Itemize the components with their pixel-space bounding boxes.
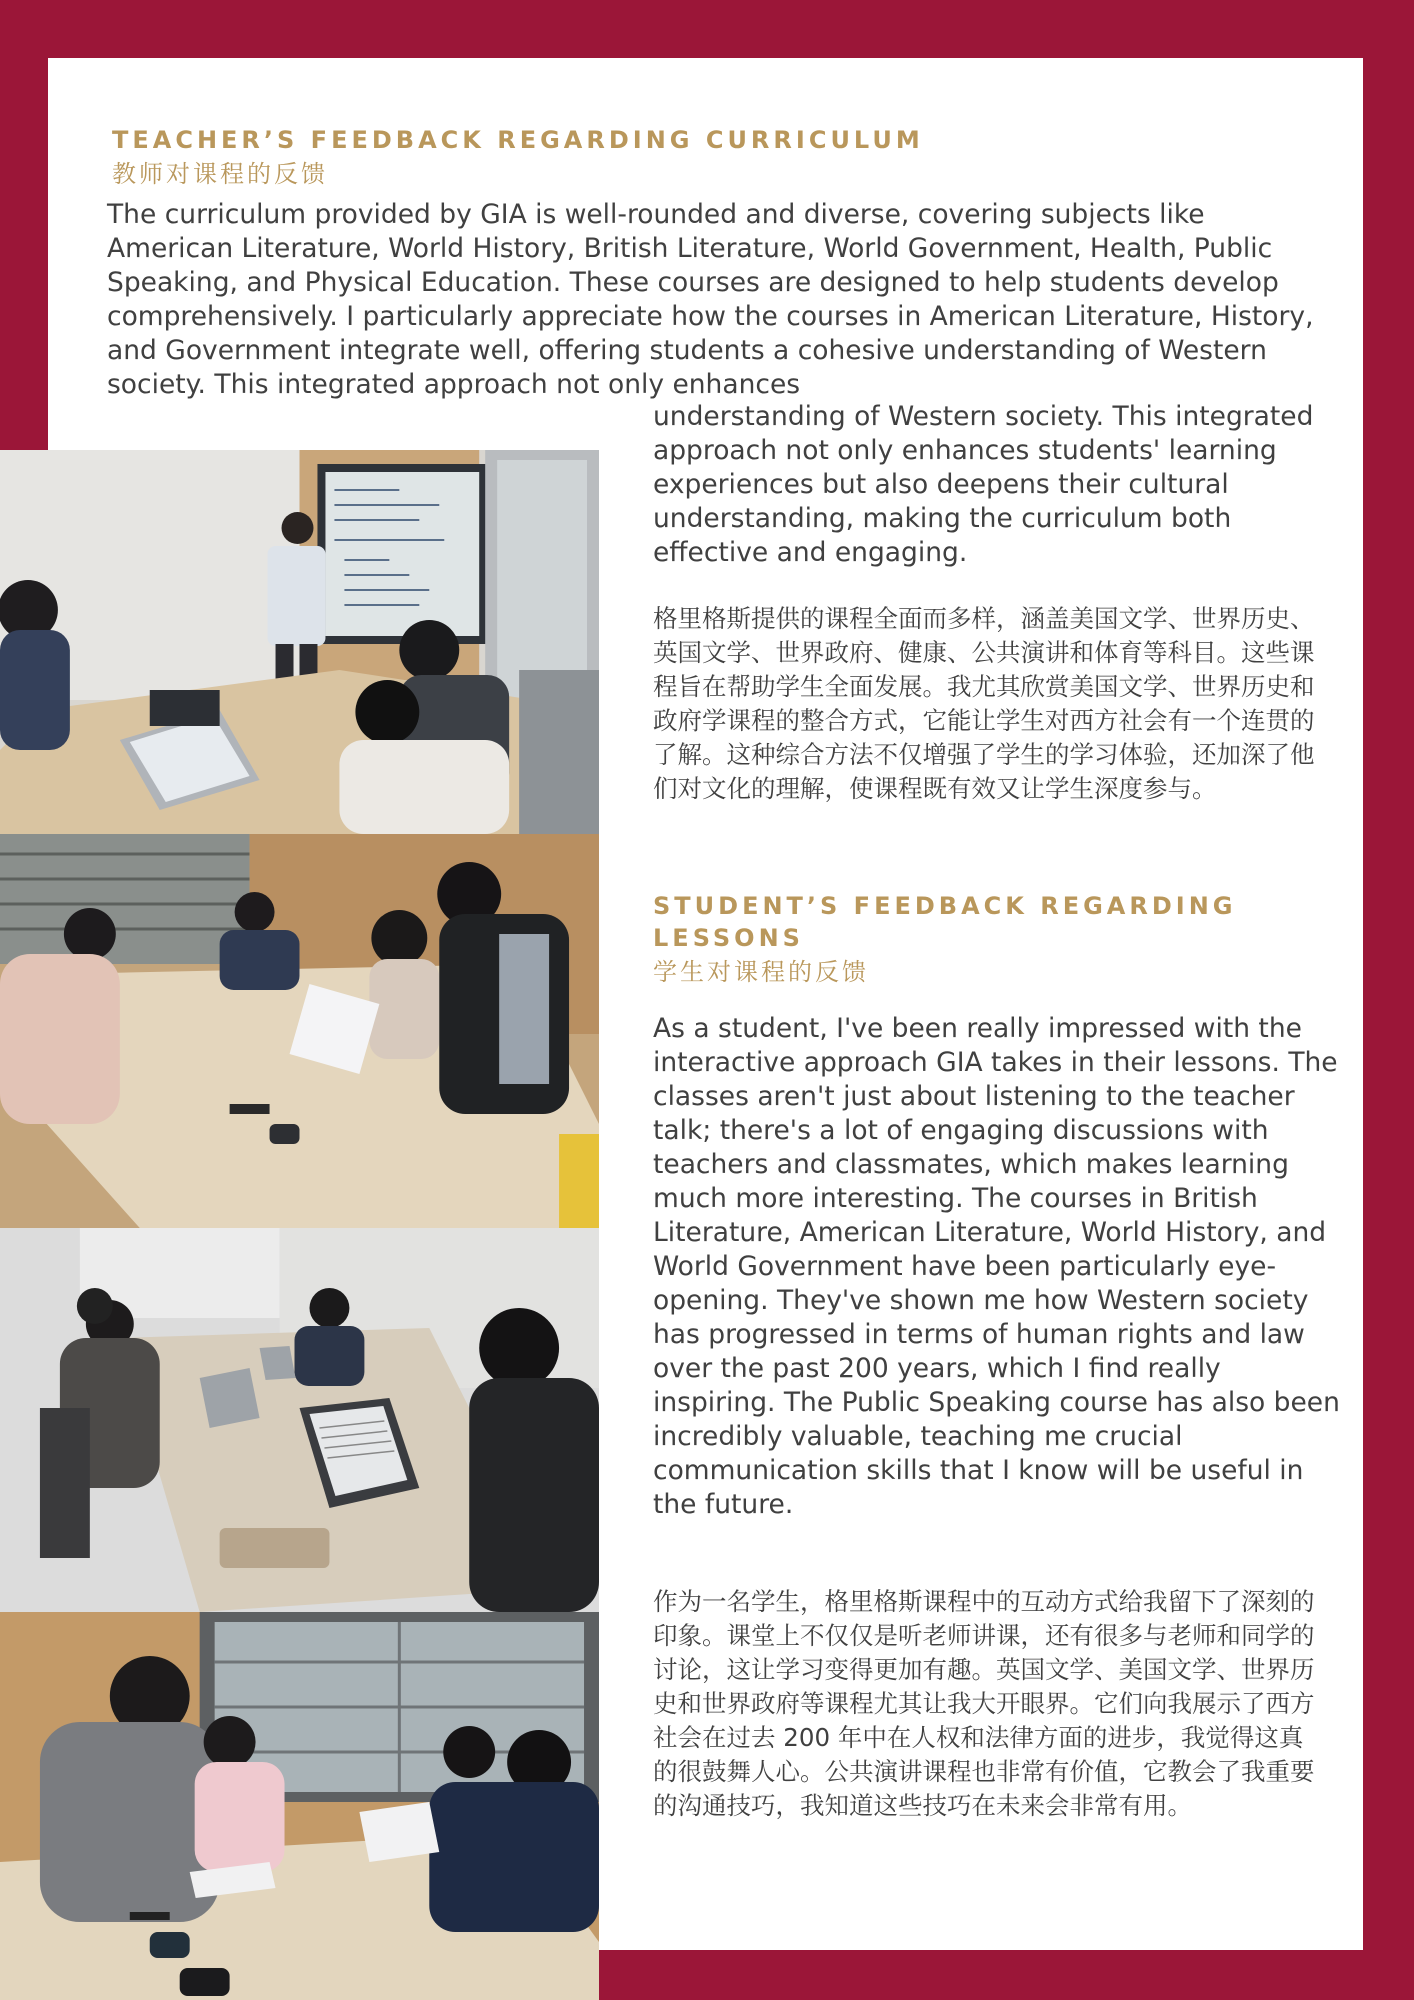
classroom-photo-reading — [0, 1612, 599, 2000]
student-feedback-title: STUDENT’S FEEDBACK REGARDING LESSONS — [653, 892, 1237, 952]
student-feedback-paragraph-zh: 作为一名学生，格里格斯课程中的互动方式给我留下了深刻的印象。课堂上不仅仅是听老师讲课，还有很多与老师和同学的讨论，这让学习变得更加有趣。英国文学、美国文学、世界历史和世界政府等课程尤其让我大开眼界。它们向我展示了西方社会在过去 200 年中在人权和法律方面的进步，我觉得这真的很鼓舞人心。公共演讲课程也非常有价值，它教会了我重要的沟通技巧，我知道这些技巧在未来会非常有用。 — [653, 1587, 1315, 1820]
teacher-feedback-paragraph-zh: 格里格斯提供的课程全面而多样，涵盖美国文学、世界历史、英国文学、世界政府、健康、公共演讲和体育等科目。这些课程旨在帮助学生全面发展。我尤其欣赏美国文学、世界历史和政府学课程的整合方式，它能让学生对西方社会有一个连贯的了解。这种综合方法不仅增强了学生的学习体验，还加深了他们对文化的理解，使课程既有效又让学生深度参与。 — [653, 604, 1315, 803]
classroom-photo-teacher-presenting — [0, 450, 599, 834]
teacher-feedback-paragraph: The curriculum provided by GIA is well-rounded and diverse, covering subjects like American Literature, World History, British Literature, World Government, Health, Public Speaking, and Physical Education. These courses are designed to help students develop comprehensively. I particularly appreciate how the courses in American Literature, History, and Government integrate well, offering students a cohesive understanding of Western society. This integrated approach not only enhances — [107, 199, 1314, 400]
student-feedback-title-zh: 学生对课程的反馈 — [653, 958, 869, 986]
teacher-feedback-paragraph-continued: understanding of Western society. This integrated approach not only enhances students' learning experiences but also deepens their cultural understanding, making the curriculum both effective and engaging. — [653, 401, 1314, 568]
student-feedback-paragraph: As a student, I've been really impressed with the interactive approach GIA takes in their lessons. The classes aren't just about listening to the teacher talk; there's a lot of engaging discussions with teachers and classmates, which makes learning much more interesting. The courses in British Literature, American Literature, World History, and World Government have been particularly eye-opening. They've shown me how Western society has progressed in terms of human rights and law over the past 200 years, which I find really inspiring. The Public Speaking course has also been incredibly valuable, teaching me crucial communication skills that I know will be useful in the future. — [653, 1013, 1340, 1520]
classroom-photo-laptops — [0, 1228, 599, 1612]
classroom-photo-group-discussion — [0, 834, 599, 1228]
teacher-feedback-title-zh: 教师对课程的反馈 — [112, 160, 328, 188]
teacher-feedback-title: TEACHER’S FEEDBACK REGARDING CURRICULUM — [112, 126, 924, 154]
